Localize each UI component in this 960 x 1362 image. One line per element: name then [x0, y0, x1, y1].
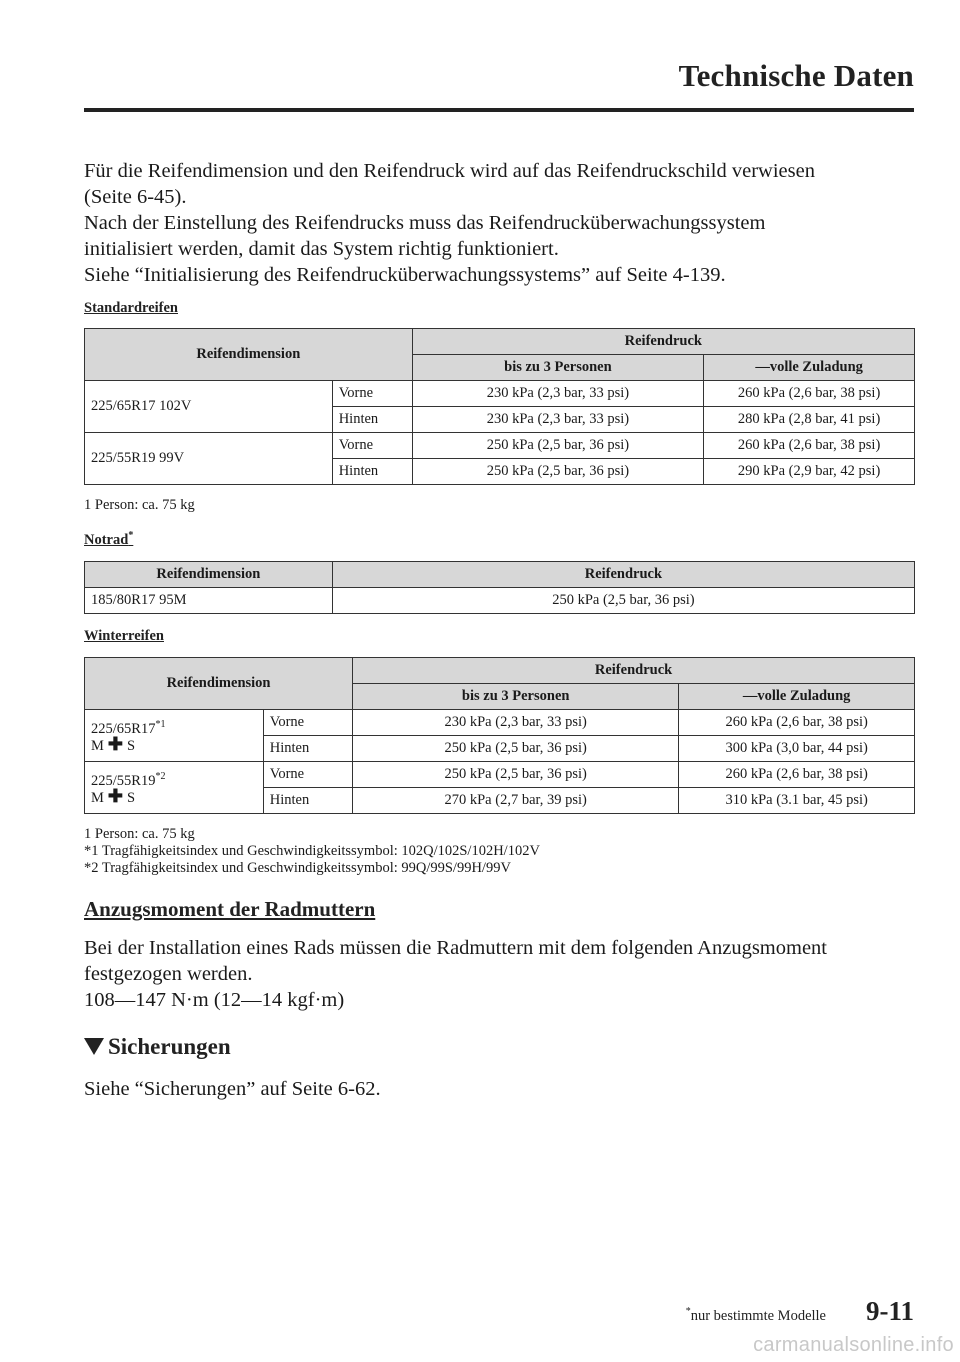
torque-value: 108―147 N·m (12―14 kgf·m) — [84, 989, 345, 1011]
body-line: Bei der Installation eines Rads müssen die Radmuttern mit dem folgenden Anzugsmoment — [84, 937, 827, 959]
col-header-dimension: Reifendimension — [85, 562, 333, 588]
body-line: Siehe “Sicherungen” auf Seite 6-62. — [84, 1078, 381, 1100]
axle-label: Vorne — [332, 433, 412, 459]
tire-dimension-cell — [85, 710, 264, 762]
standard-tires-label: Standardreifen — [84, 300, 178, 316]
col-header-pressure: Reifendruck — [332, 562, 914, 588]
torque-text — [84, 935, 914, 1013]
footer-note — [686, 1306, 826, 1325]
col-header-pressure: Reifendruck — [353, 658, 915, 684]
tire-dimension-cell — [85, 762, 264, 814]
pressure-cell: 300 kPa (3,0 bar, 44 psi) — [679, 736, 915, 762]
spare-tire-label — [84, 530, 133, 549]
col-header-up-to: bis zu 3 Personen — [412, 355, 704, 381]
col-header-dimension: Reifendimension — [85, 329, 413, 381]
intro-line: initialisiert werden, damit das System richtig funktioniert. — [84, 238, 559, 260]
triangle-down-icon — [84, 1038, 104, 1055]
winter-notes — [84, 826, 540, 877]
col-header-dimension: Reifendimension — [85, 658, 353, 710]
intro-paragraph — [84, 158, 914, 288]
torque-heading: Anzugsmoment der Radmuttern — [84, 897, 376, 921]
axle-label: Vorne — [263, 762, 352, 788]
table-row — [85, 381, 915, 407]
spare-tire-table — [84, 561, 915, 614]
axle-label: Hinten — [332, 459, 412, 485]
asterisk-marker: * — [685, 1306, 691, 1317]
pressure-cell: 280 kPa (2,8 bar, 41 psi) — [704, 407, 915, 433]
ms-s-letter: S — [127, 790, 136, 807]
footnote-marker: *1 — [155, 718, 166, 730]
table-row — [85, 588, 915, 614]
intro-line: Nach der Einstellung des Reifendrucks muss das Reifendrucküberwachungssystem — [84, 212, 766, 234]
pressure-cell: 230 kPa (2,3 bar, 33 psi) — [412, 381, 704, 407]
fuses-heading-text: Sicherungen — [108, 1034, 231, 1059]
pressure-cell: 230 kPa (2,3 bar, 33 psi) — [353, 710, 679, 736]
pressure-cell: 250 kPa (2,5 bar, 36 psi) — [353, 736, 679, 762]
axle-label: Hinten — [332, 407, 412, 433]
tire-dimension: 225/55R19 99V — [85, 433, 333, 485]
ms-m-letter: M — [91, 790, 104, 807]
fuses-text — [84, 1076, 914, 1102]
spare-label-text: Notrad — [84, 531, 129, 548]
col-header-full: ―volle Zuladung — [679, 684, 915, 710]
pressure-cell: 310 kPa (3.1 bar, 45 psi) — [679, 788, 915, 814]
pressure-cell: 260 kPa (2,6 bar, 38 psi) — [704, 433, 915, 459]
tire-dimension: 225/55R19 — [91, 772, 156, 789]
footnote-line: *2 Tragfähigkeitsindex und Geschwindigkeitssymbol: 99Q/99S/99H/99V — [84, 860, 511, 876]
mud-snow-marking — [91, 786, 136, 807]
standard-note: 1 Person: ca. 75 kg — [84, 497, 195, 513]
tire-dimension: 185/80R17 95M — [85, 588, 333, 614]
plus-icon: ✚ — [107, 786, 123, 807]
mud-snow-marking — [91, 734, 136, 755]
pressure-cell: 290 kPa (2,9 bar, 42 psi) — [704, 459, 915, 485]
table-row — [85, 762, 915, 788]
intro-line: Für die Reifendimension und den Reifendruck wird auf das Reifendruckschild verwiesen — [84, 160, 815, 182]
note-line: 1 Person: ca. 75 kg — [84, 826, 195, 842]
pressure-cell: 250 kPa (2,5 bar, 36 psi) — [412, 433, 704, 459]
table-row — [85, 433, 915, 459]
body-line: festgezogen werden. — [84, 963, 253, 985]
intro-line: Siehe “Initialisierung des Reifendrucküberwachungssystems” auf Seite 4-139. — [84, 264, 726, 286]
tire-dimension: 225/65R17 102V — [85, 381, 333, 433]
pressure-cell: 250 kPa (2,5 bar, 36 psi) — [332, 588, 914, 614]
pressure-cell: 250 kPa (2,5 bar, 36 psi) — [412, 459, 704, 485]
asterisk-marker: * — [128, 530, 134, 541]
ms-m-letter: M — [91, 738, 104, 755]
pressure-cell: 260 kPa (2,6 bar, 38 psi) — [704, 381, 915, 407]
page-number: 9-11 — [865, 1296, 914, 1326]
axle-label: Vorne — [263, 710, 352, 736]
axle-label: Vorne — [332, 381, 412, 407]
pressure-cell: 250 kPa (2,5 bar, 36 psi) — [353, 762, 679, 788]
ms-s-letter: S — [127, 738, 136, 755]
pressure-cell: 270 kPa (2,7 bar, 39 psi) — [353, 788, 679, 814]
axle-label: Hinten — [263, 788, 352, 814]
standard-tire-table — [84, 328, 915, 485]
intro-line: (Seite 6-45). — [84, 186, 187, 208]
watermark: carmanualsonline.info — [753, 1334, 954, 1356]
pressure-cell: 230 kPa (2,3 bar, 33 psi) — [412, 407, 704, 433]
footer-note-text: nur bestimmte Modelle — [690, 1307, 826, 1324]
pressure-cell: 260 kPa (2,6 bar, 38 psi) — [679, 710, 915, 736]
footnote-line: *1 Tragfähigkeitsindex und Geschwindigkeitssymbol: 102Q/102S/102H/102V — [84, 843, 540, 859]
col-header-full: ―volle Zuladung — [704, 355, 915, 381]
tire-dimension: 225/65R17 — [91, 720, 156, 737]
table-row — [85, 710, 915, 736]
pressure-cell: 260 kPa (2,6 bar, 38 psi) — [679, 762, 915, 788]
footnote-marker: *2 — [155, 770, 166, 782]
page-title: Technische Daten — [678, 58, 914, 93]
col-header-up-to: bis zu 3 Personen — [353, 684, 679, 710]
winter-tires-label: Winterreifen — [84, 628, 164, 644]
plus-icon: ✚ — [107, 734, 123, 755]
col-header-pressure: Reifendruck — [412, 329, 914, 355]
fuses-heading — [84, 1034, 231, 1060]
winter-tire-table — [84, 657, 915, 814]
title-divider — [84, 108, 914, 112]
axle-label: Hinten — [263, 736, 352, 762]
